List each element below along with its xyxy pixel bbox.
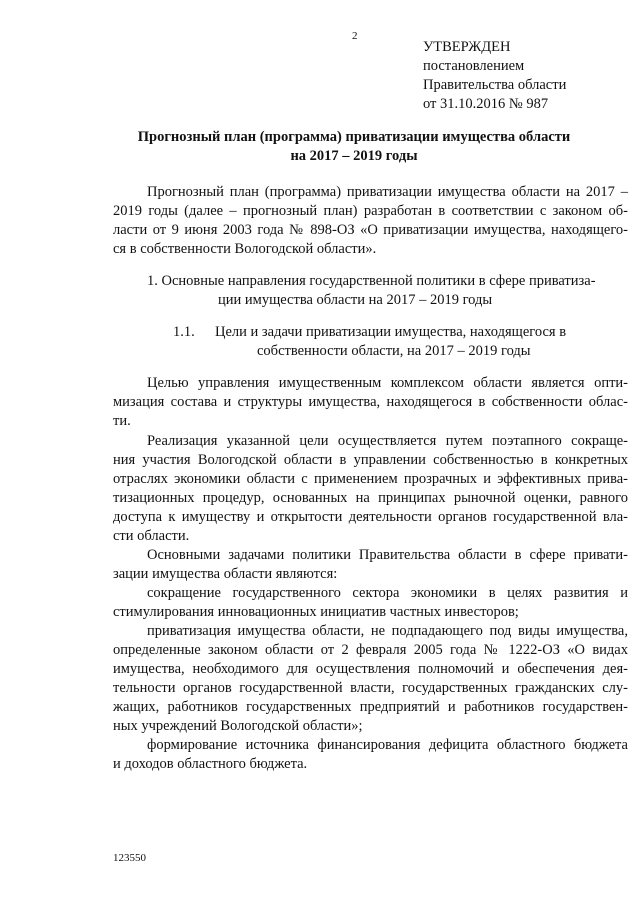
approval-line: постановлением bbox=[423, 58, 525, 74]
body-line: Целью управления имущественным комплексом области является опти- bbox=[147, 375, 628, 391]
body-line: приватизация имущества области, не подпадающего под виды имущества, bbox=[147, 623, 628, 639]
body-line: Реализация указанной цели осуществляется путем поэтапного сокраще- bbox=[147, 433, 628, 449]
page-number: 2 bbox=[352, 30, 358, 42]
approval-heading: УТВЕРЖДЕН bbox=[423, 39, 511, 55]
approval-date-number: от 31.10.2016 № 987 bbox=[423, 96, 549, 112]
body-line: ных учреждений Вологодской области»; bbox=[113, 718, 363, 734]
body-line: ния участия Вологодской области в управлении собственностью в конкретных bbox=[113, 452, 628, 468]
body-line: зации имущества области являются: bbox=[113, 566, 338, 582]
intro-line: Прогнозный план (программа) приватизации имущества области на 2017 – bbox=[147, 184, 628, 200]
body-line: ти. bbox=[113, 413, 131, 429]
subsection-heading-line: Цели и задачи приватизации имущества, находящегося в bbox=[215, 324, 567, 340]
body-line: имущества, необходимого для осуществления полномочий и обеспечения дея- bbox=[113, 661, 628, 677]
intro-line: ласти от 9 июня 2003 года № 898-ОЗ «О приватизации имущества, находящего- bbox=[113, 222, 628, 238]
section-heading-line: 1. Основные направления государственной политики в сфере приватиза- bbox=[147, 273, 596, 289]
document-title bbox=[80, 128, 628, 166]
body-line: отраслях экономики области с применением прозрачных и эффективных прива- bbox=[113, 471, 628, 487]
subsection-heading-line: собственности области, на 2017 – 2019 годы bbox=[257, 343, 531, 359]
subsection-number: 1.1. bbox=[173, 324, 195, 340]
body-line: жащих, работников государственных предприятий и работников государствен- bbox=[113, 699, 628, 715]
footer-code: 123550 bbox=[113, 852, 146, 864]
body-line: определенные законом области от 2 февраля 2005 года № 1222-ОЗ «О видах bbox=[113, 642, 628, 658]
document-title-line: на 2017 – 2019 годы bbox=[290, 148, 418, 164]
body-line: формирование источника финансирования дефицита областного бюджета bbox=[147, 737, 628, 753]
body-line: стимулирования инновационных инициатив частных инвесторов; bbox=[113, 604, 519, 620]
approval-stamp bbox=[423, 38, 566, 114]
body-line: тизационных процедур, основанных на принципах рыночной оценки, равного bbox=[113, 490, 628, 506]
document-title-line: Прогнозный план (программа) приватизации имущества области bbox=[137, 129, 571, 145]
body-line: тельности органов государственной власти, государственных гражданских слу- bbox=[113, 680, 628, 696]
intro-line: ся в собственности Вологодской области». bbox=[113, 241, 377, 257]
approval-line: Правительства области bbox=[423, 77, 567, 93]
intro-line: 2019 годы (далее – прогнозный план) разработан в соответствии с законом об- bbox=[113, 203, 628, 219]
body-line: мизация состава и структуры имущества, находящегося в собственности облас- bbox=[113, 394, 628, 410]
body-line: и доходов областного бюджета. bbox=[113, 756, 308, 772]
body-line: сокращение государственного сектора экономики в целях развития и bbox=[147, 585, 628, 601]
body-line: Основными задачами политики Правительства области в сфере привати- bbox=[147, 547, 628, 563]
body-line: доступа к имуществу и открытости деятельности органов государственной вла- bbox=[113, 509, 628, 525]
body-line: сти области. bbox=[113, 528, 190, 544]
section-heading-line: ции имущества области на 2017 – 2019 годы bbox=[218, 292, 493, 308]
